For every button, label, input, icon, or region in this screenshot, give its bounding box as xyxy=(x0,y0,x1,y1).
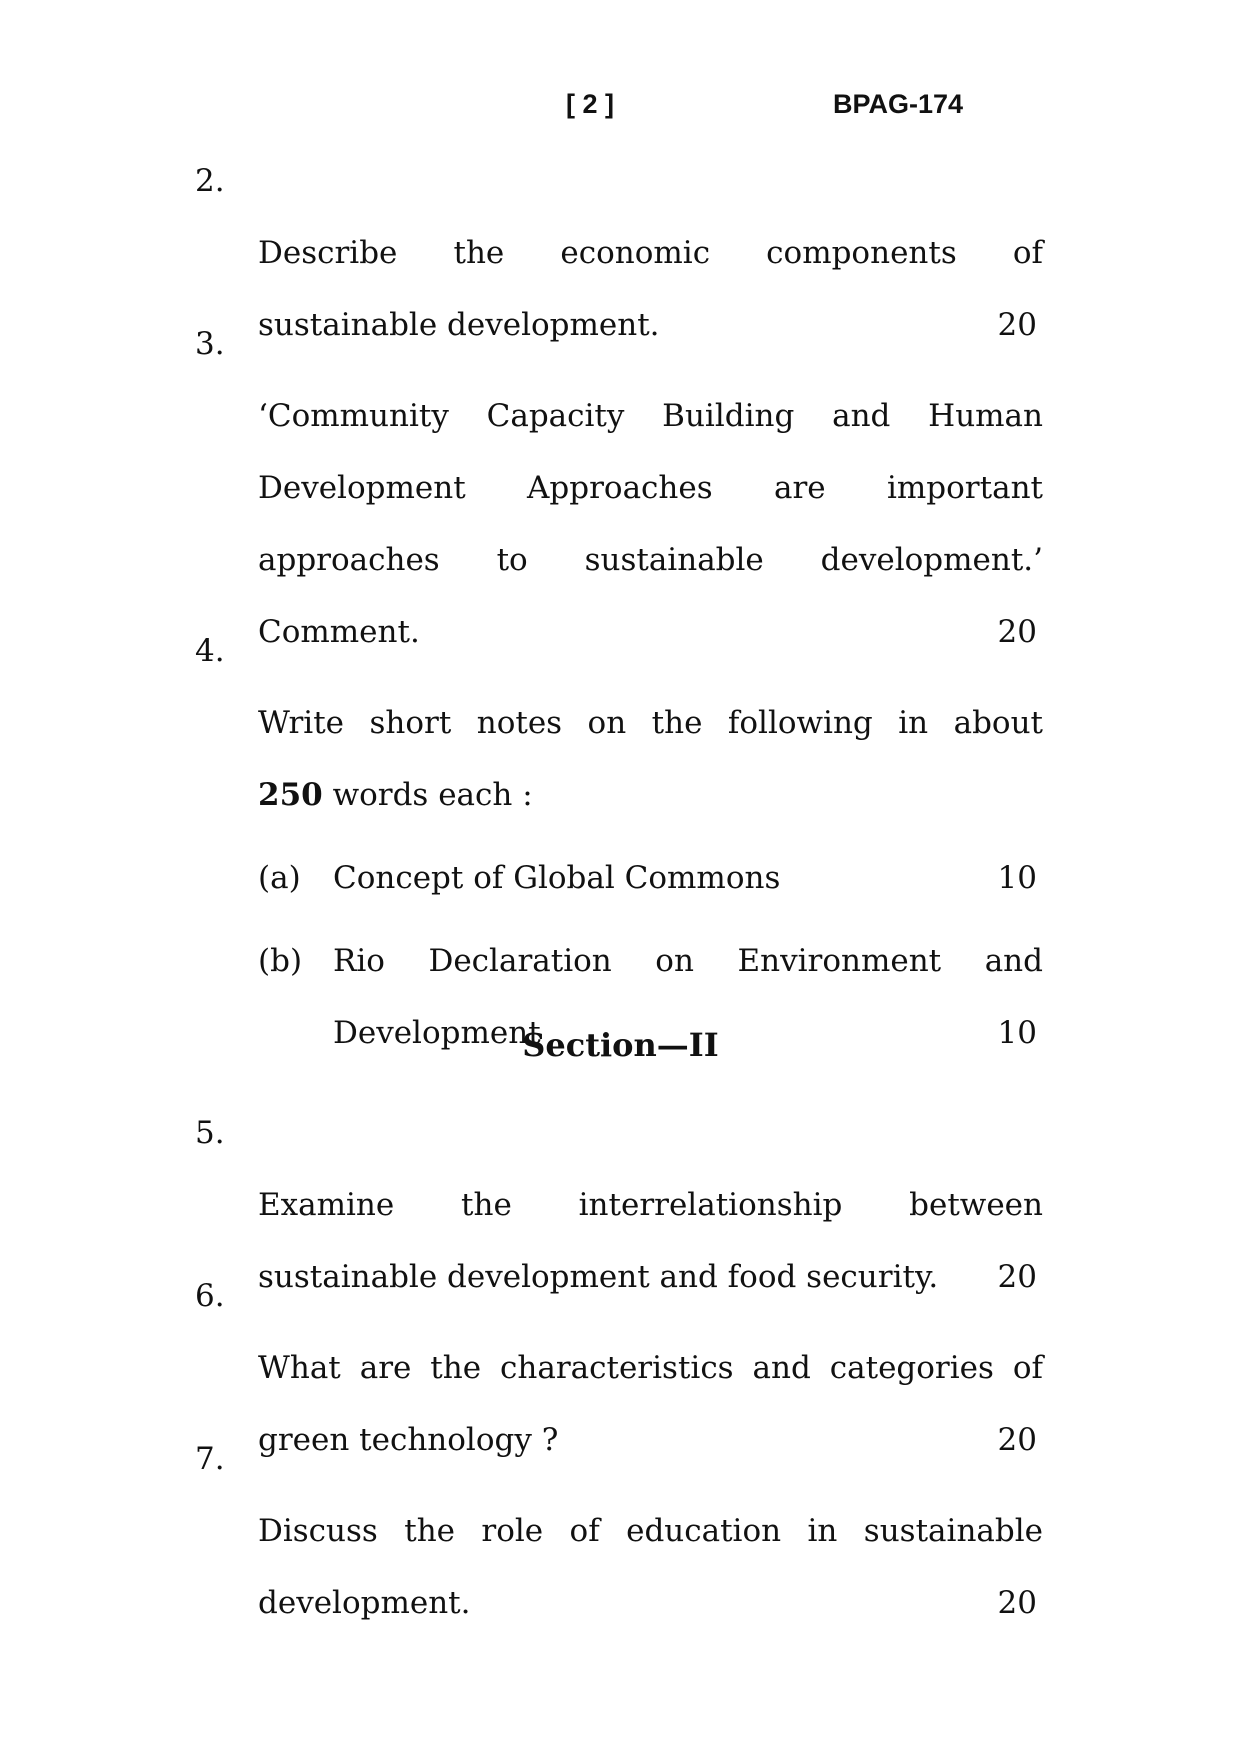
marks: 20 xyxy=(997,307,1037,343)
page-number: [ 2 ] xyxy=(566,89,615,119)
question-text: Comment. xyxy=(258,614,420,650)
question-text: approaches to sustainable development.’ xyxy=(258,542,1043,578)
question-text: ‘Community Capacity Building and Human xyxy=(258,398,1043,434)
question-number: 6. xyxy=(195,1278,225,1314)
question-number: 4. xyxy=(195,633,225,669)
sub-question-text: Concept of Global Commons xyxy=(333,860,781,896)
marks: 20 xyxy=(997,1585,1037,1621)
question-text: sustainable development. xyxy=(258,307,660,343)
question-2 xyxy=(195,161,1043,343)
section-title: Section—II xyxy=(522,1026,719,1064)
question-number: 5. xyxy=(195,1115,225,1151)
question-text: What are the characteristics and categories of xyxy=(258,1350,1043,1386)
marks: 10 xyxy=(997,1015,1037,1051)
question-text: Write short notes on the following in about xyxy=(258,705,1043,741)
word-count: 250 xyxy=(258,777,323,813)
question-text: green technology ? xyxy=(258,1422,559,1458)
sub-question-text: Development xyxy=(333,1015,541,1051)
paper-code: BPAG-174 xyxy=(832,89,963,119)
question-text: Discuss the role of education in sustainable xyxy=(258,1513,1043,1549)
sub-question-a xyxy=(258,858,1043,941)
question-text: Examine the interrelationship between xyxy=(258,1187,1043,1223)
question-7 xyxy=(195,1439,1043,1621)
marks: 10 xyxy=(997,860,1037,896)
question-number: 3. xyxy=(195,326,225,362)
sub-question-label: (b) xyxy=(258,943,303,979)
marks: 20 xyxy=(997,614,1037,650)
question-5 xyxy=(195,1113,1043,1295)
question-3 xyxy=(195,324,1043,650)
question-text: words each : xyxy=(322,777,533,813)
question-text: sustainable development and food security. xyxy=(258,1259,939,1295)
question-number: 2. xyxy=(195,163,225,199)
marks: 20 xyxy=(997,1259,1037,1295)
question-text: development. xyxy=(258,1585,471,1621)
question-6 xyxy=(195,1276,1043,1458)
question-number: 7. xyxy=(195,1441,225,1477)
sub-question-label: (a) xyxy=(258,860,301,896)
marks: 20 xyxy=(997,1422,1037,1458)
question-text: Describe the economic components of xyxy=(258,235,1043,271)
question-text: Development Approaches are important xyxy=(258,470,1043,506)
sub-question-text: Rio Declaration on Environment and xyxy=(333,943,1043,979)
